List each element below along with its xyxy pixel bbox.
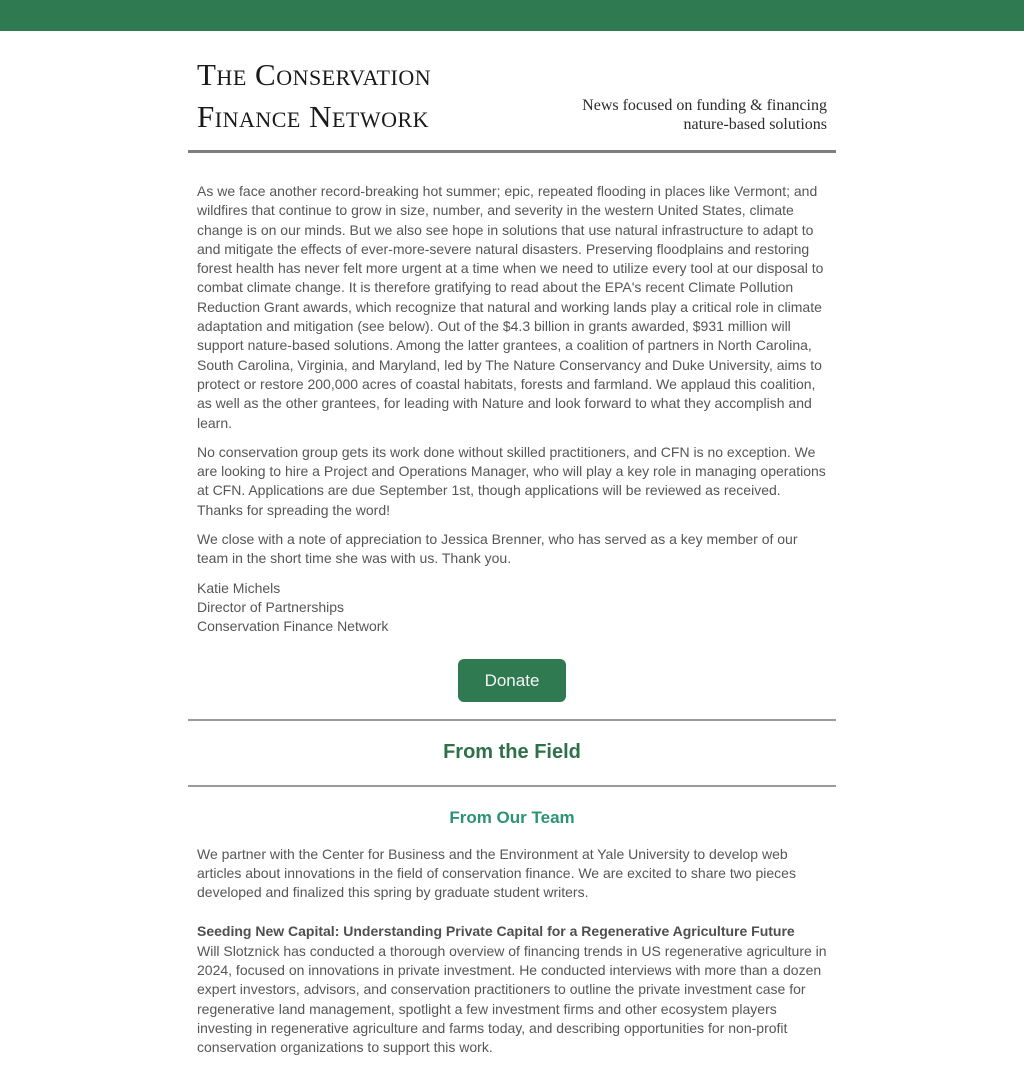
header-accent-bar (0, 0, 1024, 31)
article-body: Will Slotznick has conducted a thorough overview of financing trends in US regenerative agriculture in 2024, focused on innovations in private investment. He conducted interviews with more than a dozen expert investors, advisors, and conservation practitioners to outline the private investment case for regenerative land management, spotlight a few investment firms and other ecosystem players investing in regenerative agriculture and farms today, and describing opportunities for non-profit conservation organizations to support this work. (197, 942, 827, 1056)
signature-name: Katie Michels (197, 579, 281, 596)
team-intro-paragraph: We partner with the Center for Business and the Environment at Yale University to develop web articles about innovations in the field of conservation finance. We are excited to share two pieces developed and finalized this spring by graduate student writers. (197, 845, 796, 901)
article-title: Seeding New Capital: Understanding Private Capital for a Regenerative Agriculture Future (197, 923, 795, 940)
newsletter-container (188, 31, 836, 1058)
section-divider-top (188, 719, 836, 721)
section-divider-bottom (188, 785, 836, 787)
brand-logo (197, 54, 431, 138)
intro-paragraph-2: No conservation group gets its work done without skilled practitioners, and CFN is no exception. We are looking to hire a Project and Operations Manager, who will play a key role in managing operations at CFN. Applications are due September 1st, though applications will be reviewed as received. Thanks for spreading the word! (197, 443, 826, 518)
logo-line-2: Finance Network (197, 99, 430, 134)
logo-line-1: The Conservation (197, 57, 432, 92)
brand-tagline (582, 97, 827, 138)
section-heading-from-our-team: From Our Team (449, 807, 575, 827)
masthead-divider (188, 150, 836, 153)
signature-org: Conservation Finance Network (197, 618, 389, 635)
article-block (197, 922, 827, 1057)
signature-role: Director of Partnerships (197, 598, 345, 615)
tagline-line-1: News focused on funding & financing (582, 97, 827, 114)
signature-block (197, 579, 827, 637)
masthead (188, 31, 836, 138)
donate-button-row (197, 659, 827, 702)
donate-button[interactable]: Donate (458, 659, 567, 702)
intro-paragraph-1: As we face another record-breaking hot summer; epic, repeated flooding in places like Vermont; and wildfires that continue to grow in size, number, and severity in the western United States, climate change is on our minds. But we also see hope in solutions that use natural infrastructure to adapt to and mitigate the effects of ever-more-severe natural disasters. Preserving floodplains and restoring forest health has never felt more urgent at a time when we need to utilize every tool at our disposal to combat climate change. It is therefore gratifying to read about the EPA's recent Climate Pollution Reduction Grant awards, which recognize that natural and working lands play a critical role in climate adaptation and mitigation (see below). Out of the $4.3 billion in grants awarded, $931 million will support nature-based solutions. Among the latter grantees, a coalition of partners in North Carolina, South Carolina, Virginia, and Maryland, led by The Nature Conservancy and Duke University, aims to protect or restore 200,000 acres of coastal habitats, forests and farmland. We applaud this coalition, as well as the other grantees, for leading with Nature and look forward to what they accomplish and learn. (197, 183, 824, 431)
section-heading-from-the-field: From the Field (443, 740, 581, 763)
tagline-line-2: nature-based solutions (683, 115, 827, 133)
intro-paragraph-3: We close with a note of appreciation to Jessica Brenner, who has served as a key member of our team in the short time she was with us. Thank you. (197, 531, 798, 567)
from-our-team-section (188, 845, 836, 1058)
intro-section (188, 182, 836, 702)
